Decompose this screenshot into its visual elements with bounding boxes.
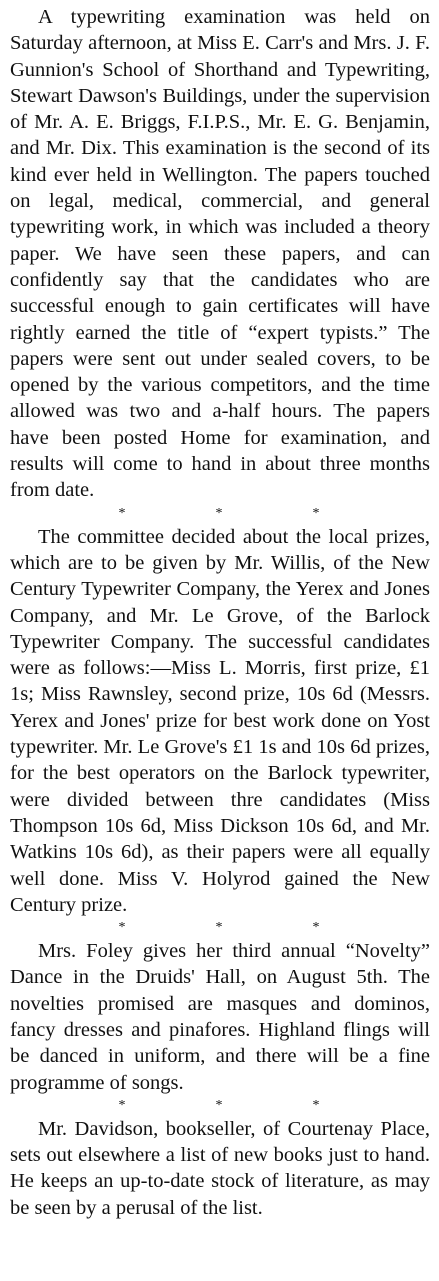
paragraph-novelty-dance: Mrs. Foley gives her third annual “Novelty” Dance in the Druids' Hall, on August 5th. The novelties promised are masques and dominos, fancy dresses and pinafores. Highland flings will be danced in uniform, and there will be a fine programme of songs. xyxy=(10,940,430,1094)
separator-star: * xyxy=(118,920,128,936)
paragraph-typewriting-exam: A typewriting examination was held on Saturday afternoon, at Miss E. Carr's and Mrs. J. F. Gunnion's School of Shorthand and Typewriting, Stewart Dawson's Buildings, under the supervision of Mr. A. E. Briggs, F.I.P.S., Mr. E. G. Benjamin, and Mr. Dix. This examination is the second of its kind ever held in Wellington. The papers touched on legal, medical, commercial, and general typewriting work, in which was included a theory paper. We have seen these papers, and can confidently say that the candidates who are successful enough to gain certificates will have rightly earned the title of “expert typists.” The papers were sent out under sealed covers, to be opened by the various competitors, and the time allowed was two and a-half hours. The papers have been posted Home for examination, and results will come to hand in about three months from date. xyxy=(10,6,430,502)
separator-star: * xyxy=(312,1097,322,1113)
paragraph-bookseller: Mr. Davidson, bookseller, of Courtenay Place, sets out elsewhere a list of new books just to hand. He keeps an up-to-date stock of literature, as may be seen by a perusal of the list. xyxy=(10,1117,430,1219)
article-column xyxy=(10,4,430,1221)
separator-star: * xyxy=(312,505,322,521)
separator-star: * xyxy=(215,505,225,521)
separator-star: * xyxy=(118,1097,128,1113)
separator-asterisks xyxy=(10,504,430,524)
separator-star: * xyxy=(312,920,322,936)
separator-star: * xyxy=(118,505,128,521)
separator-asterisks xyxy=(10,1096,430,1116)
separator-star: * xyxy=(215,920,225,936)
separator-star: * xyxy=(215,1097,225,1113)
separator-asterisks xyxy=(10,918,430,938)
paragraph-prizes: The committee decided about the local prizes, which are to be given by Mr. Willis, of the New Century Typewriter Company, the Yerex and Jones Company, and Mr. Le Grove, of the Barlock Typewriter Company. The successful candidates were as follows:—Miss L. Morris, first prize, £1 1s; Miss Rawnsley, second prize, 10s 6d (Messrs. Yerex and Jones' prize for best work done on Yost typewriter. Mr. Le Grove's £1 1s and 10s 6d prizes, for the best operators on the Barlock typewriter, were divided between thre candidates (Miss Thompson 10s 6d, Miss Dickson 10s 6d, and Mr. Watkins 10s 6d), as their papers were all equally well done. Miss V. Holyrod gained the New Century prize. xyxy=(10,525,430,916)
